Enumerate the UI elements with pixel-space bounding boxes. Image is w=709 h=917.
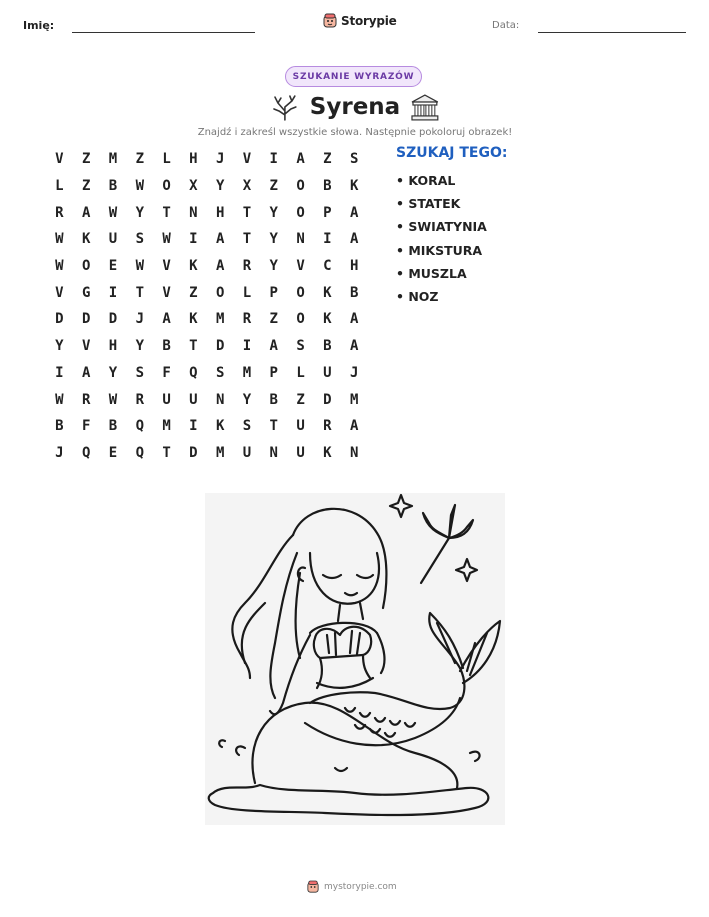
grid-cell: K xyxy=(349,178,359,195)
grid-cell: I xyxy=(323,231,332,248)
grid-cell: R xyxy=(242,258,252,275)
grid-cell: S xyxy=(135,364,144,381)
grid-cell: W xyxy=(135,178,144,195)
grid-cell: D xyxy=(323,391,332,408)
grid-cell: O xyxy=(215,284,225,301)
grid-cell: N xyxy=(189,204,198,221)
grid-cell: A xyxy=(215,258,225,275)
word-list-item: • STATEK xyxy=(396,196,461,212)
grid-cell: H xyxy=(189,151,198,168)
grid-cell: R xyxy=(135,391,144,408)
grid-cell: C xyxy=(323,258,332,275)
grid-cell: U xyxy=(296,444,305,461)
grid-cell: W xyxy=(162,231,171,248)
grid-cell: V xyxy=(55,151,64,168)
grid-cell: T xyxy=(135,284,144,301)
grid-cell: P xyxy=(269,364,278,381)
grid-cell: U xyxy=(162,391,171,408)
grid-cell: I xyxy=(269,151,278,168)
grid-cell: B xyxy=(162,338,171,355)
grid-cell: Q xyxy=(189,364,198,381)
word-search-grid xyxy=(46,146,368,466)
grid-cell: Y xyxy=(269,204,278,221)
grid-cell: K xyxy=(189,311,198,328)
grid-cell: I xyxy=(242,338,252,355)
grid-cell: M xyxy=(215,311,225,328)
mermaid-coloring-image xyxy=(205,493,505,825)
coral-icon xyxy=(270,93,300,121)
grid-cell: K xyxy=(323,311,332,328)
temple-icon xyxy=(410,93,440,121)
grid-cell: O xyxy=(296,311,305,328)
grid-cell: W xyxy=(55,391,64,408)
grid-cell: B xyxy=(55,418,64,435)
grid-cell: R xyxy=(55,204,64,221)
grid-cell: D xyxy=(55,311,64,328)
date-field-line xyxy=(538,32,686,33)
grid-cell: X xyxy=(242,178,252,195)
grid-cell: T xyxy=(242,204,252,221)
grid-cell: A xyxy=(81,204,91,221)
grid-cell: Z xyxy=(189,284,198,301)
grid-cell: S xyxy=(296,338,305,355)
grid-cell: H xyxy=(349,258,359,275)
grid-cell: Q xyxy=(135,444,144,461)
grid-cell: W xyxy=(55,258,64,275)
grid-cell: W xyxy=(108,391,118,408)
grid-cell: T xyxy=(242,231,252,248)
grid-cell: N xyxy=(296,231,305,248)
storypie-mascot-icon xyxy=(323,13,337,29)
grid-cell: Z xyxy=(269,178,278,195)
grid-cell: Z xyxy=(81,178,91,195)
grid-cell: Z xyxy=(296,391,305,408)
grid-cell: J xyxy=(349,364,359,381)
grid-cell: U xyxy=(323,364,332,381)
word-list-item: • MUSZLA xyxy=(396,265,467,281)
grid-cell: A xyxy=(269,338,278,355)
grid-cell: Z xyxy=(81,151,91,168)
grid-cell: Z xyxy=(323,151,332,168)
grid-cell: A xyxy=(349,231,359,248)
footer xyxy=(307,880,397,894)
grid-cell: I xyxy=(55,364,64,381)
grid-cell: A xyxy=(296,151,305,168)
grid-cell: S xyxy=(135,231,144,248)
grid-cell: T xyxy=(162,444,171,461)
grid-cell: F xyxy=(81,418,91,435)
name-label: Imię: xyxy=(23,19,55,32)
grid-cell: A xyxy=(349,418,359,435)
grid-cell: Y xyxy=(135,204,144,221)
grid-cell: A xyxy=(81,364,91,381)
grid-cell: X xyxy=(189,178,198,195)
grid-cell: W xyxy=(135,258,144,275)
grid-cell: L xyxy=(242,284,252,301)
grid-cell: H xyxy=(108,338,118,355)
grid-cell: L xyxy=(296,364,305,381)
word-list-item: • NOZ xyxy=(396,288,439,304)
title-row xyxy=(270,90,440,124)
grid-cell: E xyxy=(108,444,118,461)
grid-cell: V xyxy=(162,258,171,275)
grid-cell: H xyxy=(215,204,225,221)
grid-cell: O xyxy=(162,178,171,195)
grid-cell: S xyxy=(215,364,225,381)
grid-cell: N xyxy=(215,391,225,408)
grid-cell: U xyxy=(189,391,198,408)
grid-cell: O xyxy=(296,204,305,221)
grid-cell: A xyxy=(349,338,359,355)
grid-cell: G xyxy=(81,284,91,301)
date-label: Data: xyxy=(492,20,520,31)
grid-cell: U xyxy=(242,444,252,461)
grid-cell: A xyxy=(215,231,225,248)
grid-cell: O xyxy=(296,284,305,301)
grid-cell: I xyxy=(189,418,198,435)
grid-cell: I xyxy=(108,284,118,301)
grid-cell: B xyxy=(108,418,118,435)
grid-cell: D xyxy=(215,338,225,355)
grid-cell: T xyxy=(269,418,278,435)
grid-cell: M xyxy=(349,391,359,408)
grid-cell: U xyxy=(108,231,118,248)
grid-cell: Z xyxy=(135,151,144,168)
grid-cell: W xyxy=(108,204,118,221)
grid-cell: J xyxy=(135,311,144,328)
storypie-mascot-icon xyxy=(307,880,319,894)
brand-name: Storypie xyxy=(341,14,397,28)
grid-cell: B xyxy=(108,178,118,195)
activity-badge: SZUKANIE WYRAZÓW xyxy=(285,66,422,87)
grid-cell: B xyxy=(349,284,359,301)
grid-cell: I xyxy=(189,231,198,248)
grid-cell: V xyxy=(81,338,91,355)
grid-cell: E xyxy=(108,258,118,275)
grid-cell: U xyxy=(296,418,305,435)
grid-cell: Y xyxy=(269,231,278,248)
grid-cell: N xyxy=(349,444,359,461)
grid-cell: O xyxy=(296,178,305,195)
grid-cell: D xyxy=(81,311,91,328)
grid-cell: A xyxy=(349,204,359,221)
grid-cell: F xyxy=(162,364,171,381)
word-list-item: • MIKSTURA xyxy=(396,242,483,258)
name-field-line xyxy=(72,32,255,33)
grid-cell: W xyxy=(55,231,64,248)
grid-cell: Y xyxy=(269,258,278,275)
grid-cell: M xyxy=(108,151,118,168)
grid-cell: B xyxy=(323,338,332,355)
grid-cell: D xyxy=(108,311,118,328)
grid-cell: K xyxy=(81,231,91,248)
grid-cell: B xyxy=(323,178,332,195)
grid-cell: R xyxy=(323,418,332,435)
footer-url: mystorypie.com xyxy=(324,882,397,892)
grid-cell: L xyxy=(162,151,171,168)
grid-cell: V xyxy=(55,284,64,301)
instructions: Znajdź i zakreśl wszystkie słowa. Następnie pokoloruj obrazek! xyxy=(197,127,513,138)
page-title: Syrena xyxy=(309,94,401,120)
grid-cell: T xyxy=(162,204,171,221)
grid-cell: S xyxy=(242,418,252,435)
grid-cell: Q xyxy=(135,418,144,435)
grid-cell: N xyxy=(269,444,278,461)
grid-cell: R xyxy=(242,311,252,328)
word-list xyxy=(396,171,487,310)
grid-cell: Y xyxy=(135,338,144,355)
grid-cell: K xyxy=(189,258,198,275)
grid-cell: Y xyxy=(108,364,118,381)
word-list-item: • KORAL xyxy=(396,173,456,188)
grid-cell: J xyxy=(55,444,64,461)
brand-logo xyxy=(323,13,397,29)
mermaid-illustration xyxy=(205,493,505,825)
grid-cell: R xyxy=(81,391,91,408)
word-list-item: • SWIATYNIA xyxy=(396,219,487,235)
grid-cell: M xyxy=(242,364,252,381)
grid-cell: K xyxy=(323,284,332,301)
grid-cell: P xyxy=(269,284,278,301)
grid-cell: M xyxy=(162,418,171,435)
grid-cell: V xyxy=(296,258,305,275)
grid-cell: Q xyxy=(81,444,91,461)
grid-cell: A xyxy=(162,311,171,328)
grid-cell: Y xyxy=(242,391,252,408)
grid-cell: K xyxy=(215,418,225,435)
grid-cell: V xyxy=(242,151,252,168)
word-list-title: SZUKAJ TEGO: xyxy=(396,145,508,161)
grid-cell: T xyxy=(189,338,198,355)
grid-cell: L xyxy=(55,178,64,195)
grid-cell: K xyxy=(323,444,332,461)
grid-cell: A xyxy=(349,311,359,328)
grid-cell: Y xyxy=(215,178,225,195)
grid-cell: D xyxy=(189,444,198,461)
grid-cell: M xyxy=(215,444,225,461)
grid-cell: J xyxy=(215,151,225,168)
grid-cell: O xyxy=(81,258,91,275)
grid-cell: V xyxy=(162,284,171,301)
grid-cell: B xyxy=(269,391,278,408)
grid-cell: S xyxy=(349,151,359,168)
grid-cell: Y xyxy=(55,338,64,355)
grid-cell: P xyxy=(323,204,332,221)
grid-cell: Z xyxy=(269,311,278,328)
